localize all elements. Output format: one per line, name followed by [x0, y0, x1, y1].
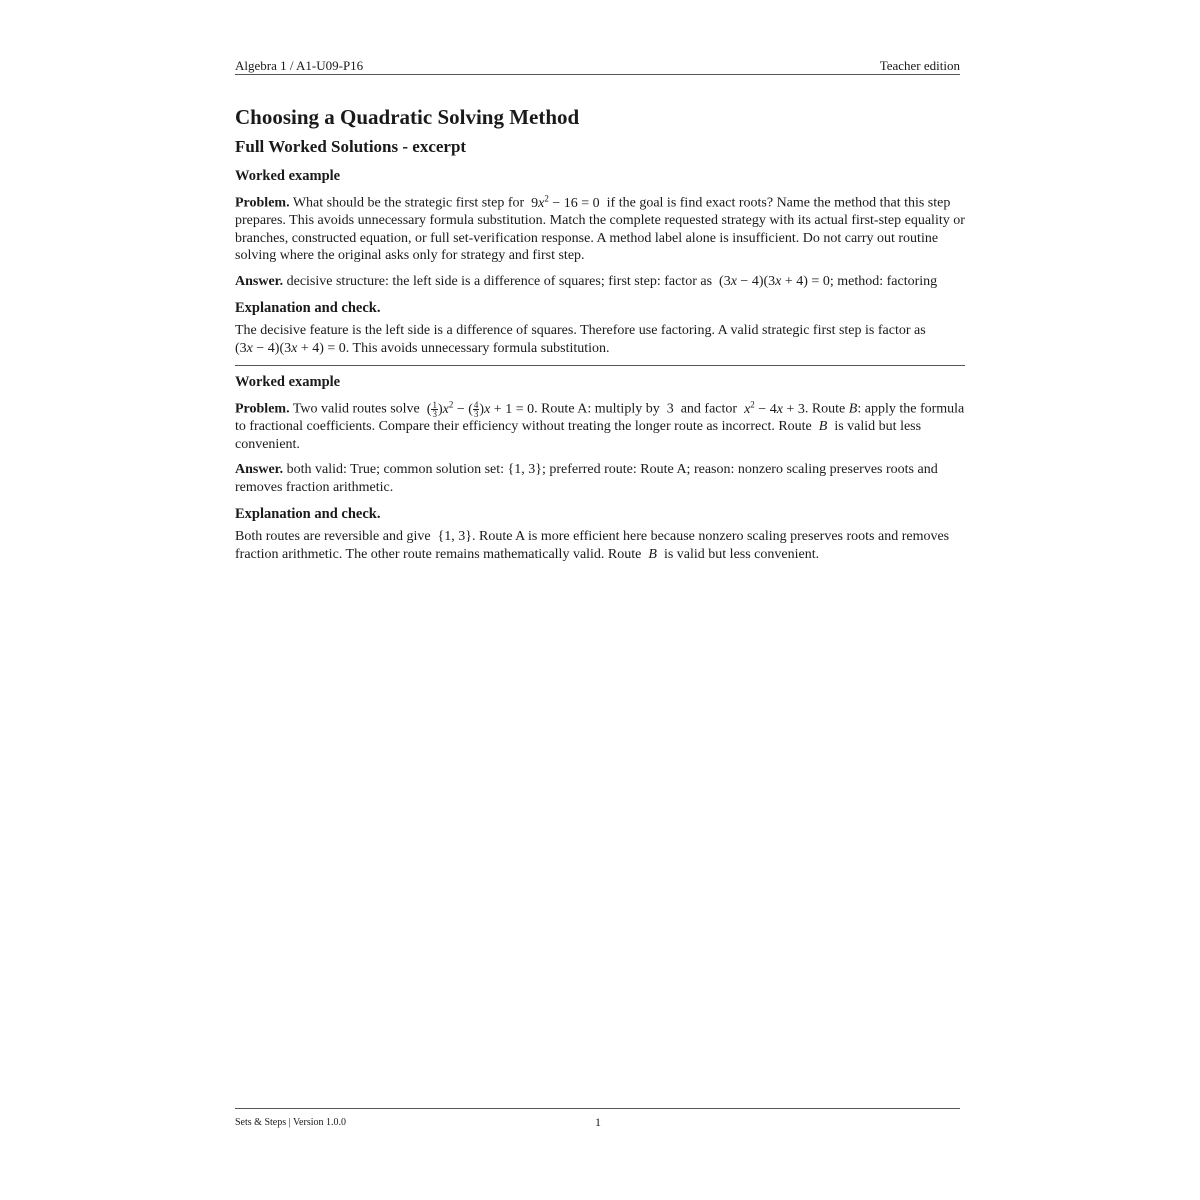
answer-paragraph: [235, 461, 965, 496]
problem-text: . Route A: multiply by: [534, 401, 660, 417]
problem-label: Problem.: [235, 401, 290, 417]
example-heading: Worked example: [235, 374, 341, 391]
equation: B: [818, 419, 828, 435]
explanation-text: . Route A is more efficient here because nonzero scaling preserves roots and removes fraction arithmetic. The other route remains mathematically valid. Route: [235, 529, 950, 562]
equation: $9x^2 - 16 = 0$: [527, 193, 604, 211]
explanation-paragraph: [235, 322, 965, 357]
problem-text: and factor: [680, 401, 738, 417]
document-title: Choosing a Quadratic Solving Method: [235, 105, 580, 129]
answer-label: Answer.: [235, 462, 284, 478]
footer-version: Sets & Steps | Version 1.0.0: [235, 1117, 346, 1128]
equation: B: [848, 401, 858, 417]
header-course-code: Algebra 1 / A1-U09-P16: [235, 58, 364, 73]
example-heading: Worked example: [235, 168, 341, 184]
worked-example-2: [235, 372, 965, 563]
problem-text: if the goal is find exact roots? Name the method that this step prepares. This avoids unnecessary formula substitution. Match the complete requested strategy with its actual first-step equality or branches, constructed equation, or full set-verification response. A method label alone is insufficient. Do not carry out routine solving where the original asks only for strategy and first step.: [235, 195, 965, 264]
answer-text: decisive structure: the left side is a difference of squares; first step: factor as: [286, 273, 713, 289]
explanation-text: Both routes are reversible and give: [235, 529, 431, 545]
header-edition: Teacher edition: [879, 58, 960, 73]
explanation-paragraph: [235, 528, 965, 563]
explanation-text: The decisive feature is the left side is a difference of squares. Therefore use factoring. A valid strategic first step is factor as: [235, 323, 926, 339]
answer-text: both valid: True; common solution set: {1, 3}; preferred route: Route A; reason: nonzero scaling preserves roots and removes fraction arithmetic.: [235, 462, 938, 495]
problem-paragraph: [235, 190, 965, 265]
answer-text: ; method: factoring: [829, 273, 938, 289]
problem-label: Problem.: [235, 195, 290, 211]
problem-text: . Route: [804, 401, 846, 417]
explanation-text: . This avoids unnecessary formula substitution.: [345, 340, 610, 356]
equation: $x^2 - 4x + 3$: [744, 399, 805, 417]
answer-label: Answer.: [235, 273, 284, 289]
equation: B: [648, 546, 657, 562]
section-divider: [235, 365, 965, 366]
problem-text: : apply the formula to fractional coefficients. Compare their efficiency without treating the longer route as incorrect. Route: [235, 401, 965, 435]
running-footer: [235, 1108, 960, 1129]
equation: (3x − 4)(3x + 4) = 0: [715, 273, 830, 289]
problem-text: is valid but less convenient.: [235, 419, 922, 452]
problem-paragraph: [235, 396, 965, 453]
answer-paragraph: [235, 273, 965, 291]
equation: 3: [663, 401, 678, 417]
explanation-heading: Explanation and check.: [235, 506, 381, 523]
page-number: 1: [595, 1115, 601, 1129]
equation: (3x − 4)(3x + 4) = 0: [235, 340, 346, 356]
explanation-text: is valid but less convenient.: [663, 546, 820, 562]
running-header: [235, 58, 960, 75]
explanation-heading: Explanation and check.: [235, 300, 381, 317]
problem-text: Two valid routes solve: [292, 401, 420, 417]
equation: ( $\frac{1}{3}$ )$x^2$ − ( $\frac{4}{3}$ )x + 1 = 0: [423, 399, 535, 420]
document-body: [235, 104, 965, 571]
equation: {1, 3}: [434, 529, 472, 545]
document-subtitle: Full Worked Solutions - excerpt: [235, 137, 467, 156]
worked-example-1: [235, 166, 965, 357]
problem-text: What should be the strategic first step for: [292, 195, 525, 211]
